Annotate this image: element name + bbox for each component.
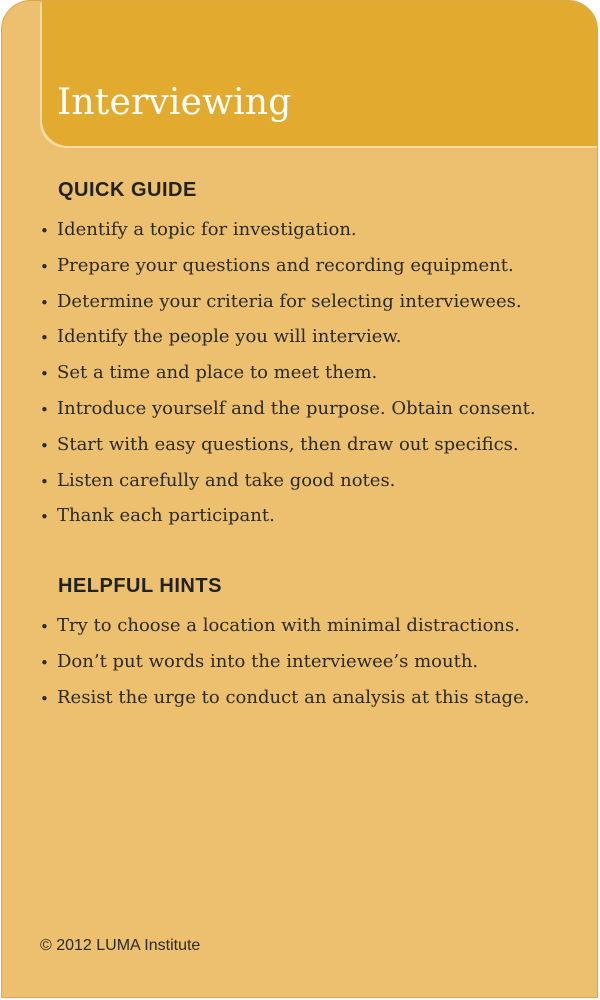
helpful-hints-list — [40, 615, 529, 722]
quick-guide-heading: QUICK GUIDE — [58, 179, 197, 201]
helpful-hints-heading: HELPFUL HINTS — [58, 575, 222, 597]
list-item: • Listen carefully and take good notes. — [40, 470, 536, 506]
method-card — [1, 0, 598, 998]
list-item: • Start with easy questions, then draw out specifics. — [40, 434, 536, 470]
quick-guide-list — [40, 219, 536, 541]
list-item: • Identify a topic for investigation. — [40, 219, 536, 255]
copyright-footer: © 2012 LUMA Institute — [40, 937, 201, 954]
card-title: Interviewing — [57, 82, 292, 123]
list-item: • Thank each participant. — [40, 505, 536, 541]
list-item: • Prepare your questions and recording equipment. — [40, 255, 536, 291]
card-header — [42, 1, 598, 146]
list-item: • Try to choose a location with minimal distractions. — [40, 615, 529, 651]
list-item: • Introduce yourself and the purpose. Obtain consent. — [40, 398, 536, 434]
list-item: • Don’t put words into the interviewee’s mouth. — [40, 651, 529, 687]
list-item: • Resist the urge to conduct an analysis at this stage. — [40, 687, 529, 723]
list-item: • Determine your criteria for selecting interviewees. — [40, 291, 536, 327]
list-item: • Identify the people you will interview. — [40, 326, 536, 362]
list-item: • Set a time and place to meet them. — [40, 362, 536, 398]
